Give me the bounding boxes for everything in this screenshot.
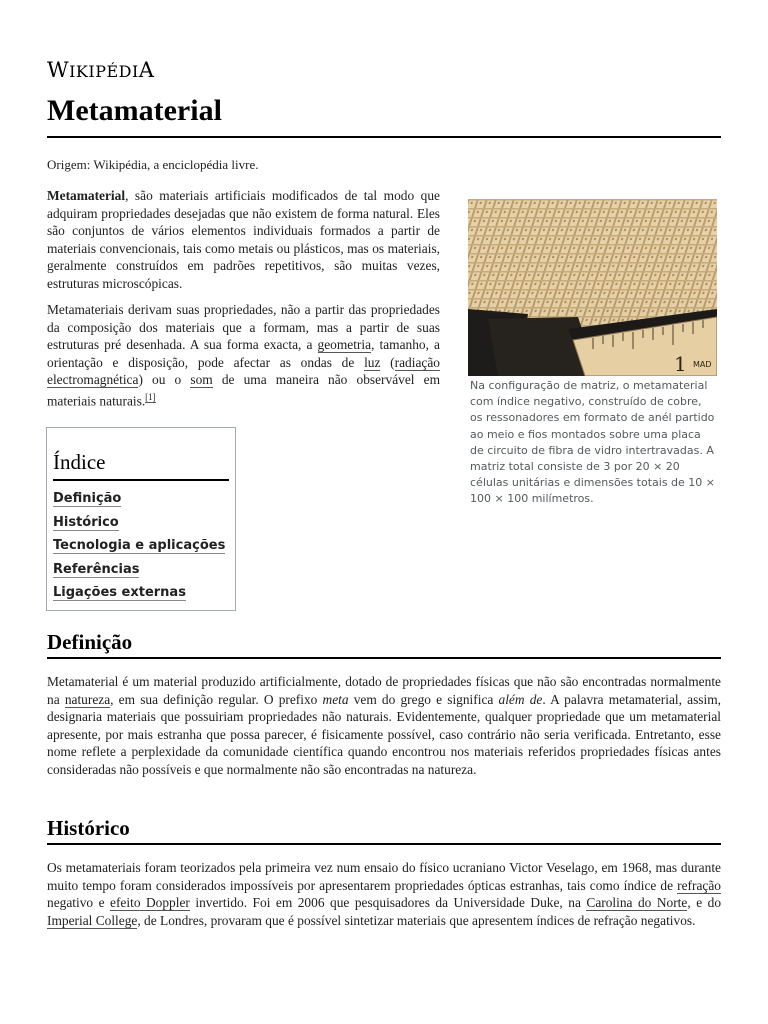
toc-divider bbox=[53, 479, 229, 481]
historico-text-4: , e do bbox=[687, 895, 722, 910]
toc-item-label[interactable]: Ligações externas bbox=[53, 585, 186, 601]
toc-item-definicao[interactable] bbox=[53, 487, 225, 511]
intro-section bbox=[47, 187, 440, 418]
section-heading-definicao: Definição bbox=[47, 630, 133, 654]
historico-text-3: invertido. Foi em 2006 que pesquisadores da Universidade Duke, na bbox=[189, 895, 587, 910]
origin-note: Origem: Wikipédia, a enciclopédia livre. bbox=[47, 157, 259, 172]
intro-p2-text-d: ) ou o bbox=[138, 372, 191, 387]
link-imperial-college[interactable]: Imperial College bbox=[47, 912, 138, 928]
toc-item-label[interactable]: Histórico bbox=[53, 514, 119, 530]
page-title: Metamaterial bbox=[47, 94, 222, 127]
historico-text-1: Os metamateriais foram teorizados pela primeira vez num ensaio do físico ucraniano Victor Veselago, em 1968, mas durante muito tempo foram considerados impossíveis por apresentarem propriedades ópticas estranhas, tais como índice de bbox=[47, 860, 721, 893]
link-som[interactable]: som bbox=[190, 372, 213, 387]
definicao-text-1: Metamaterial é um material produzido artificialmente, dotado de propriedades físicas que não são encontradas normalmente na bbox=[47, 674, 721, 707]
logo-text-main: W bbox=[47, 58, 70, 82]
toc-item-label[interactable]: Referências bbox=[53, 561, 140, 577]
toc-item-label[interactable]: Tecnologia e aplicações bbox=[53, 538, 226, 554]
link-carolina-do-norte[interactable]: Carolina do Norte bbox=[586, 895, 688, 910]
definicao-text-4: . A palavra metamaterial, assim, designaria materiais que possuiriam propriedades não naturais. Evidentemente, qualquer propriedade que um metamaterial apresente, por mais estranha que possa parecer, é fisicamente possível, caso contrário não seria verificada. Entretanto, esse nome reflete a perplexidade da comunidade científica quando encontrou nos materiais referidos propriedades físicas antes consideradas não possíveis e que normalmente não são encontradas na natureza. bbox=[47, 691, 721, 777]
reference-1[interactable]: [1] bbox=[145, 391, 156, 402]
intro-p1-text: , são materiais artificiais modificados de tal modo que adquiram propriedades desejadas que não existem de forma natural. Eles são conjuntos de vários elementos individuais formados a partir de materiais convencionais, tais como metais ou plásticos, mas os materiais, geralmente construídos em padrões repetitivos, são muitas vezes, estruturas microscópicas. bbox=[47, 188, 440, 291]
metamaterial-photo[interactable] bbox=[468, 199, 717, 376]
title-divider bbox=[47, 136, 721, 138]
intro-p2-text-a: Metamateriais derivam suas propriedades, não a partir das propriedades da composição dos materiais que a formam, mas a partir de suas estruturas pré desenhada. A sua forma exacta, a bbox=[47, 302, 440, 352]
wikipedia-logo[interactable] bbox=[47, 58, 154, 82]
logo-text-small: IKIPÉDI bbox=[69, 62, 139, 81]
toc-heading: Índice bbox=[53, 450, 106, 474]
term-meta: meta bbox=[322, 691, 349, 707]
logo-text-end: A bbox=[138, 58, 155, 82]
toc-item-ligacoes[interactable] bbox=[53, 581, 225, 605]
figure-caption: Na configuração de matriz, o metamaterial com índice negativo, construído de cobre, os ressonadores em formato de anél partido ao meio e fios montados sobre uma placa de circuito de fibra de vidro intertravadas. A matriz total consiste de 3 por 20 × 20 células unitárias e dimensões totais de 10 × 100 × 100 milímetros. bbox=[470, 379, 716, 506]
toc-item-referencias[interactable] bbox=[53, 558, 225, 582]
toc-item-label[interactable]: Definição bbox=[53, 491, 122, 506]
ruler-number: 1 bbox=[674, 352, 687, 376]
link-geometria[interactable]: geometria bbox=[317, 337, 372, 352]
section-divider-historico bbox=[47, 843, 721, 845]
term-alem-de: além de bbox=[498, 691, 543, 707]
toc-item-historico[interactable] bbox=[53, 511, 225, 535]
toc-item-tecnologia[interactable] bbox=[53, 534, 225, 558]
section-divider-definicao bbox=[47, 657, 721, 659]
link-refracao[interactable]: refração bbox=[677, 877, 721, 893]
historico-text-5: , de Londres, provaram que é possível sintetizar materiais que apresentem índices de refração negativos. bbox=[137, 912, 696, 928]
paragraph-definicao bbox=[47, 673, 721, 778]
intro-paragraph-1 bbox=[47, 187, 440, 292]
link-luz[interactable]: luz bbox=[364, 354, 381, 370]
ruler-label: MAD bbox=[693, 360, 712, 369]
intro-p2-text-c: ( bbox=[380, 354, 395, 370]
link-efeito-doppler[interactable]: efeito Doppler bbox=[110, 895, 190, 910]
historico-text-2: negativo e bbox=[47, 895, 111, 910]
paragraph-historico bbox=[47, 859, 721, 929]
definicao-text-2: , em sua definição regular. O prefixo bbox=[110, 691, 323, 707]
section-heading-historico: Histórico bbox=[47, 816, 130, 840]
link-radiacao[interactable]: radiação electromagnética bbox=[47, 354, 440, 387]
toc-list bbox=[53, 487, 225, 605]
intro-bold-term: Metamaterial bbox=[47, 188, 126, 203]
definicao-text-3: vem do grego e significa bbox=[348, 691, 499, 707]
link-natureza[interactable]: natureza bbox=[64, 691, 111, 707]
intro-paragraph-2 bbox=[47, 301, 440, 409]
intro-p2-text-b: , tamanho, a orientação e disposição, pode afectar as ondas de bbox=[47, 337, 440, 370]
figure-metamaterial bbox=[468, 199, 717, 508]
intro-p2-text-e: de uma maneira não observável em materiais naturais. bbox=[47, 372, 440, 408]
table-of-contents bbox=[46, 427, 236, 611]
